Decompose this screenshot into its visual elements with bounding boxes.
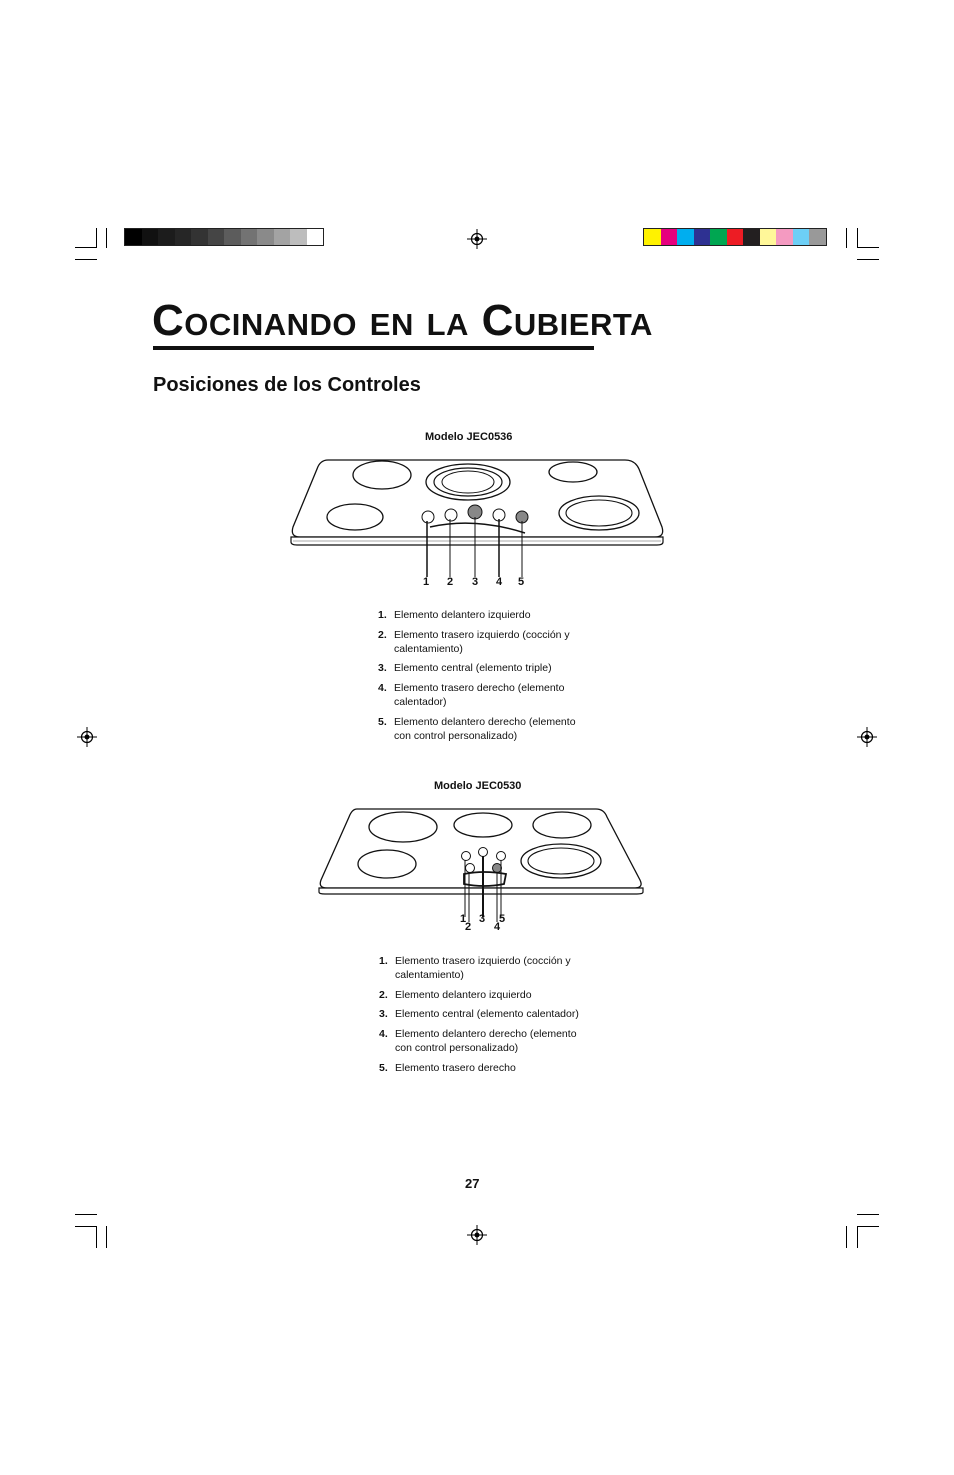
color-swatch [224,229,241,245]
registration-mark-icon [77,727,97,747]
list-item-number: 2. [378,629,387,641]
color-swatch [776,229,793,245]
crop-mark [96,1226,97,1248]
crop-mark [857,1214,879,1215]
crop-mark [857,247,879,248]
callout-number: 3 [472,576,479,588]
crop-mark [857,259,879,260]
list-item-text: Elemento delantero derecho (elemento con control personalizado) [395,1028,577,1054]
color-swatch [307,229,324,245]
color-swatch [290,229,307,245]
cooktop-diagram-jec0536 [285,455,670,590]
registration-mark-icon [467,229,487,249]
list-item-text: Elemento delantero izquierdo [395,989,532,1001]
crop-mark [75,247,97,248]
color-swatch [661,229,678,245]
model1-label: Modelo JEC0536 [425,431,513,443]
color-swatch [257,229,274,245]
callout-number: 2 [447,576,454,588]
color-calibration-bar [643,228,827,246]
list-item-text: Elemento central (elemento calentador) [395,1008,579,1020]
list-item-number: 2. [379,989,388,1001]
list-item-number: 3. [378,662,387,674]
color-swatch [793,229,810,245]
crop-mark [75,1214,97,1215]
color-swatch [677,229,694,245]
color-swatch [241,229,258,245]
list-item-text: Elemento central (elemento triple) [394,662,552,674]
model2-label: Modelo JEC0530 [434,780,522,792]
title-rule [153,346,594,350]
page-number: 27 [465,1176,480,1191]
list-item-text: Elemento delantero izquierdo [394,609,531,621]
crop-mark [75,259,97,260]
list-item-number: 1. [379,955,388,967]
registration-mark-icon [857,727,877,747]
list-item-number: 4. [378,682,387,694]
color-swatch [175,229,192,245]
color-swatch [727,229,744,245]
list-item-number: 5. [378,716,387,728]
crop-mark [857,228,858,248]
list-item-number: 1. [378,609,387,621]
color-swatch [142,229,159,245]
crop-mark [106,1226,107,1248]
color-swatch [191,229,208,245]
crop-mark [96,228,97,248]
color-swatch [809,229,826,245]
registration-mark-icon [467,1225,487,1245]
crop-mark [106,228,107,248]
callout-number: 3 [479,913,486,925]
list-item-text: Elemento trasero izquierdo (cocción y calentamiento) [395,955,571,981]
section-title: Posiciones de los Controles [153,374,421,396]
callout-number: 2 [465,921,472,933]
color-swatch [125,229,142,245]
list-item-number: 4. [379,1028,388,1040]
callout-number: 5 [499,913,506,925]
color-swatch [710,229,727,245]
crop-mark [846,1226,847,1248]
color-swatch [158,229,175,245]
color-swatch [644,229,661,245]
list-item-text: Elemento delantero derecho (elemento con control personalizado) [394,716,576,742]
color-swatch [743,229,760,245]
crop-mark [75,1226,97,1227]
list-item-text: Elemento trasero derecho [395,1062,516,1074]
crop-mark [857,1226,858,1248]
crop-mark [846,228,847,248]
color-swatch [694,229,711,245]
grayscale-calibration-bar [124,228,324,246]
callout-number: 1 [423,576,430,588]
color-swatch [208,229,225,245]
callout-number: 5 [518,576,525,588]
page-title: Cocinando en la Cubierta [152,296,653,345]
color-swatch [760,229,777,245]
list-item-number: 5. [379,1062,388,1074]
color-swatch [274,229,291,245]
crop-mark [857,1226,879,1227]
callout-number: 1 [460,913,467,925]
list-item-number: 3. [379,1008,388,1020]
list-item-text: Elemento trasero derecho (elemento calentador) [394,682,565,708]
callout-number: 4 [494,921,501,933]
callout-number: 4 [496,576,503,588]
list-item-text: Elemento trasero izquierdo (cocción y calentamiento) [394,629,570,655]
